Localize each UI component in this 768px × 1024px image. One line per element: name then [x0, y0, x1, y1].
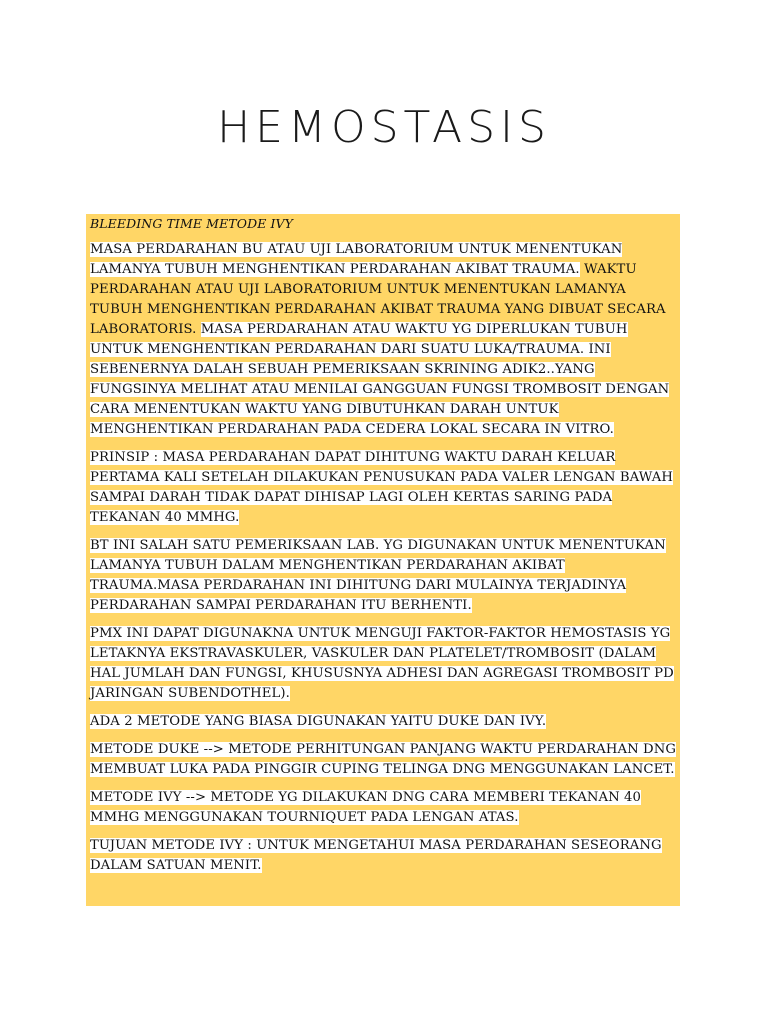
paragraph-methods	[90, 712, 678, 732]
paragraph-ivy-method	[90, 788, 678, 828]
section-heading	[90, 214, 678, 234]
paragraph-duke-method	[90, 740, 678, 780]
page-title: HEMOSTASIS	[217, 102, 551, 153]
paragraph-pmx-text: PMX INI DAPAT DIGUNAKNA UNTUK MENGUJI FAKTOR-FAKTOR HEMOSTASIS YG LETAKNYA EKSTRAVASKULER, VASKULER DAN PLATELET/TROMBOSIT (DALAM HAL JUMLAH DAN FUNGSI, KHUSUSNYA ADHESI DAN AGREGASI TROMBOSIT PD JARINGAN SUBENDOTHEL).	[90, 626, 674, 701]
paragraph-definition-part-1: MASA PERDARAHAN BU ATAU UJI LABORATORIUM UNTUK MENENTUKAN LAMANYA TUBUH MENGHENTIKAN PERDARAHAN AKIBAT TRAUMA.	[90, 242, 623, 277]
paragraph-principle	[90, 448, 678, 528]
document-body	[90, 214, 678, 884]
paragraph-definition-part-2: WAKTU PERDARAHAN ATAU UJI LABORATORIUM UNTUK MENENTUKAN LAMANYA TUBUH MENGHENTIKAN PERDARAHAN AKIBAT TRAUMA YANG DIBUAT SECARA LABORATORIS.	[90, 262, 666, 337]
paragraph-definition-part-3: MASA PERDARAHAN ATAU WAKTU YG DIPERLUKAN TUBUH UNTUK MENGHENTIKAN PERDARAHAN DARI SUATU LUKA/TRAUMA. INI SEBENERNYA DALAH SEBUAH PEMERIKSAAN SKRINING ADIK2..YANG FUNGSINYA MELIHAT ATAU MENILAI GANGGUAN FUNGSI TROMBOSIT DENGAN CARA MENENTUKAN WAKTU YANG DIBUTUHKAN DARAH UNTUK MENGHENTIKAN PERDARAHAN PADA CEDERA LOKAL SECARA IN VITRO.	[90, 322, 670, 437]
paragraph-bt-description-text: BT INI SALAH SATU PEMERIKSAAN LAB. YG DIGUNAKAN UNTUK MENENTUKAN LAMANYA TUBUH DALAM MENGHENTIKAN PERDARAHAN AKIBAT TRAUMA.MASA PERDARAHAN INI DIHITUNG DARI MULAINYA TERJADINYA PERDARAHAN SAMPAI PERDARAHAN ITU BERHENTI.	[90, 538, 666, 613]
paragraph-methods-text: ADA 2 METODE YANG BIASA DIGUNAKAN YAITU DUKE DAN IVY.	[90, 714, 547, 729]
paragraph-principle-text: PRINSIP : MASA PERDARAHAN DAPAT DIHITUNG WAKTU DARAH KELUAR PERTAMA KALI SETELAH DILAKUKAN PENUSUKAN PADA VALER LENGAN BAWAH SAMPAI DARAH TIDAK DAPAT DIHISAP LAGI OLEH KERTAS SARING PADA TEKANAN 40 MMHG.	[90, 450, 673, 525]
paragraph-ivy-method-text: METODE IVY --> METODE YG DILAKUKAN DNG CARA MEMBERI TEKANAN 40 MMHG MENGGUNAKAN TOURNIQUET PADA LENGAN ATAS.	[90, 790, 642, 825]
paragraph-definition	[90, 240, 678, 440]
paragraph-bt-description	[90, 536, 678, 616]
paragraph-duke-method-text: METODE DUKE --> METODE PERHITUNGAN PANJANG WAKTU PERDARAHAN DNG MEMBUAT LUKA PADA PINGGIR CUPING TELINGA DNG MENGGUNAKAN LANCET.	[90, 742, 677, 777]
paragraph-purpose-text: TUJUAN METODE IVY : UNTUK MENGETAHUI MASA PERDARAHAN SESEORANG DALAM SATUAN MENIT.	[90, 838, 662, 873]
paragraph-purpose	[90, 836, 678, 876]
section-heading-text: BLEEDING TIME METODE IVY	[90, 216, 294, 231]
paragraph-pmx	[90, 624, 678, 704]
